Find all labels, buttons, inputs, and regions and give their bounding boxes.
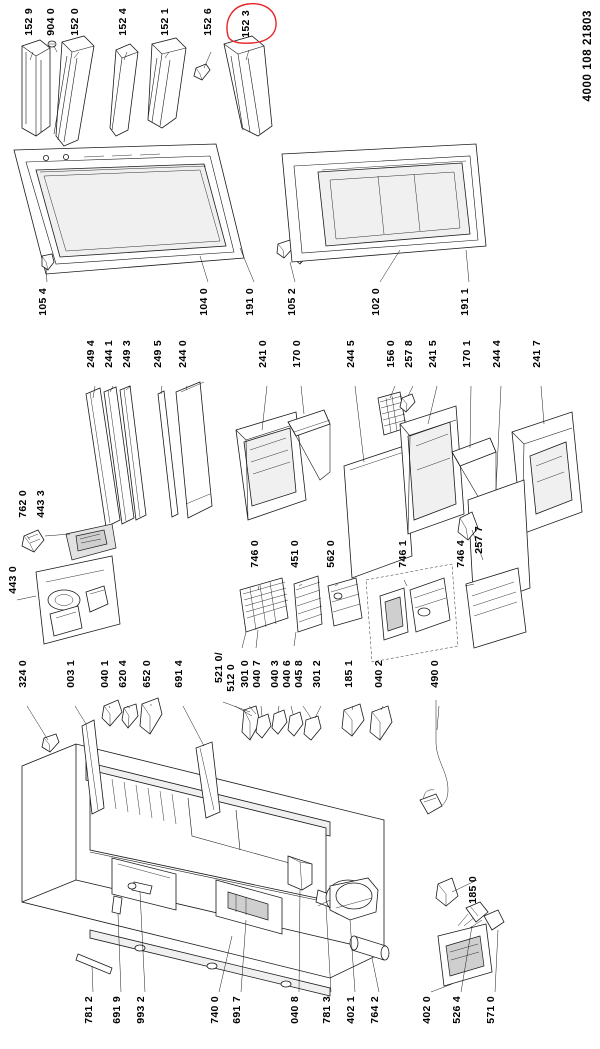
part-label-170-0: 170 0 — [291, 340, 303, 368]
part-label-402-1: 402 1 — [345, 996, 357, 1024]
part-label-746-1: 746 1 — [397, 540, 409, 568]
part-label-152-3: 152 3 — [240, 10, 252, 38]
part-label-152-9: 152 9 — [23, 8, 35, 36]
part-label-443-0: 443 0 — [7, 566, 19, 594]
part-label-040-1: 040 1 — [99, 660, 111, 688]
part-label-040-2: 040 2 — [373, 660, 385, 688]
part-label-691-7: 691 7 — [231, 996, 243, 1024]
part-label-191-1: 191 1 — [459, 288, 471, 316]
part-label-185-0: 185 0 — [467, 876, 479, 904]
handle-group — [22, 4, 276, 146]
part-label-512-0: 512 0 — [225, 664, 237, 692]
part-label-249-4: 249 4 — [85, 340, 97, 368]
part-label-562-0: 562 0 — [325, 540, 337, 568]
part-label-257-7: 257 7 — [473, 526, 485, 554]
part-label-402-0: 402 0 — [421, 996, 433, 1024]
part-label-691-4: 691 4 — [173, 660, 185, 688]
part-label-152-0: 152 0 — [69, 8, 81, 36]
part-label-443-3: 443 3 — [35, 490, 47, 518]
part-label-257-8: 257 8 — [403, 340, 415, 368]
part-label-241-5: 241 5 — [427, 340, 439, 368]
part-label-571-0: 571 0 — [485, 996, 497, 1024]
door-group — [14, 144, 486, 274]
part-label-526-4: 526 4 — [451, 996, 463, 1024]
part-label-249-5: 249 5 — [152, 340, 164, 368]
part-label-185-1: 185 1 — [343, 660, 355, 688]
controls-group — [22, 512, 526, 662]
part-label-003-1: 003 1 — [65, 660, 77, 688]
part-label-244-4: 244 4 — [491, 340, 503, 368]
part-label-746-0: 746 0 — [249, 540, 261, 568]
cabinet-group — [22, 698, 504, 996]
part-label-301-2: 301 2 — [311, 660, 323, 688]
part-label-104-0: 104 0 — [198, 288, 210, 316]
part-label-244-0: 244 0 — [177, 340, 189, 368]
part-label-781-3: 781 3 — [321, 996, 333, 1024]
part-label-904-0: 904 0 — [45, 8, 57, 36]
part-label-152-4: 152 4 — [117, 8, 129, 36]
part-label-740-0: 740 0 — [209, 996, 221, 1024]
part-label-102-0: 102 0 — [370, 288, 382, 316]
part-label-764-2: 764 2 — [369, 996, 381, 1024]
part-label-156-0: 156 0 — [385, 340, 397, 368]
part-label-241-7: 241 7 — [531, 340, 543, 368]
part-label-324-0: 324 0 — [17, 660, 29, 688]
part-label-152-6: 152 6 — [202, 8, 214, 36]
part-label-244-5: 244 5 — [345, 340, 357, 368]
part-label-993-2: 993 2 — [135, 996, 147, 1024]
part-label-105-4: 105 4 — [37, 288, 49, 316]
part-label-521-0: 521 0/ — [213, 652, 225, 683]
part-label-490-0: 490 0 — [429, 660, 441, 688]
part-label-170-1: 170 1 — [461, 340, 473, 368]
part-label-652-0: 652 0 — [141, 660, 153, 688]
part-label-451-0: 451 0 — [289, 540, 301, 568]
part-label-620-4: 620 4 — [117, 660, 129, 688]
part-label-040-3: 040 3 — [269, 660, 281, 688]
part-label-040-6: 040 6 — [281, 660, 293, 688]
part-label-152-1: 152 1 — [159, 8, 171, 36]
part-label-191-0: 191 0 — [244, 288, 256, 316]
part-label-241-0: 241 0 — [257, 340, 269, 368]
part-label-746-4: 746 4 — [455, 540, 467, 568]
part-label-105-2: 105 2 — [286, 288, 298, 316]
part-label-244-1: 244 1 — [103, 340, 115, 368]
part-label-762-0: 762 0 — [17, 490, 29, 518]
part-label-781-2: 781 2 — [83, 996, 95, 1024]
part-label-691-9: 691 9 — [111, 996, 123, 1024]
document-code: 4000 108 21803 — [582, 10, 594, 102]
part-label-045-8: 045 8 — [293, 660, 305, 688]
part-label-301-0: 301 0 — [239, 660, 251, 688]
part-label-249-3: 249 3 — [121, 340, 133, 368]
part-label-040-7: 040 7 — [251, 660, 263, 688]
part-label-040-8: 040 8 — [289, 996, 301, 1024]
